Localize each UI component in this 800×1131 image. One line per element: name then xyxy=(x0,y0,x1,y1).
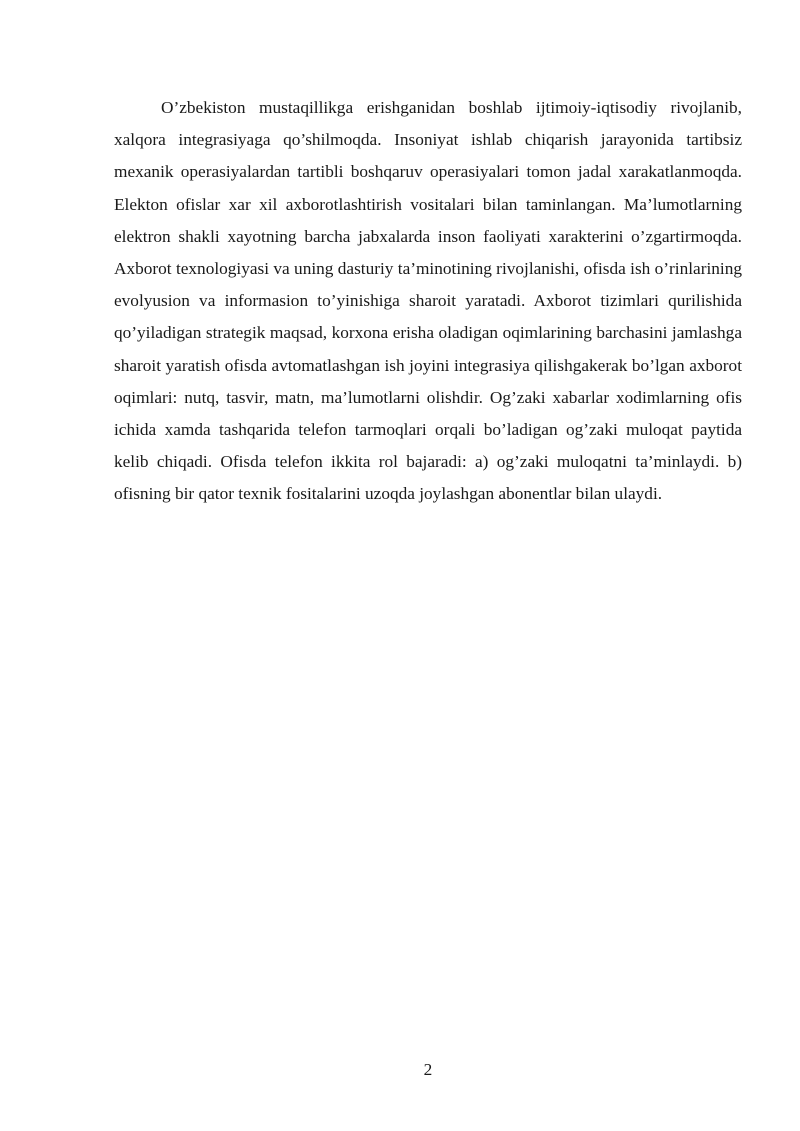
page-number: 2 xyxy=(423,1060,433,1079)
body-paragraph: O’zbekiston mustaqillikga erishganidan boshlab ijtimoiy-iqtisodiy rivojlanib, xalqora integrasiyaga qo’shilmoqda. Insoniyat ishlab chiqarish jarayonida tartibsiz mexanik operasiyalardan tartibli boshqaruv operasiyalari tomon jadal xarakatlanmoqda. Elekton ofislar xar xil axborotlashtirish vositalari bilan taminlangan. Ma’lumotlarning elektron shakli xayotning barcha jabxalarda inson faoliyati xarakterini o’zgartirmoqda. Axborot texnologiyasi va uning dasturiy ta’minotining rivojlanishi, ofisda ish o’rinlarining evolyusion va informasion to’yinishiga sharoit yaratadi. Axborot tizimlari qurilishida qo’yiladigan strategik maqsad, korxona erisha oladigan oqimlarining barchasini jamlashga sharoit yaratish ofisda avtomatlashgan ish joyini integrasiya qilishgakerak bo’lgan axborot oqimlari: nutq, tasvir, matn, ma’lumotlarni olishdir. Og’zaki xabarlar xodimlarning ofis ichida xamda tashqarida telefon tarmoqlari orqali bo’ladigan og’zaki muloqat paytida kelib chiqadi. Ofisda telefon ikkita rol bajaradi: a) og’zaki muloqatni ta’minlaydi. b) ofisning bir qator texnik fositalarini uzoqda joylashgan abonentlar bilan ulaydi. xyxy=(114,98,742,504)
